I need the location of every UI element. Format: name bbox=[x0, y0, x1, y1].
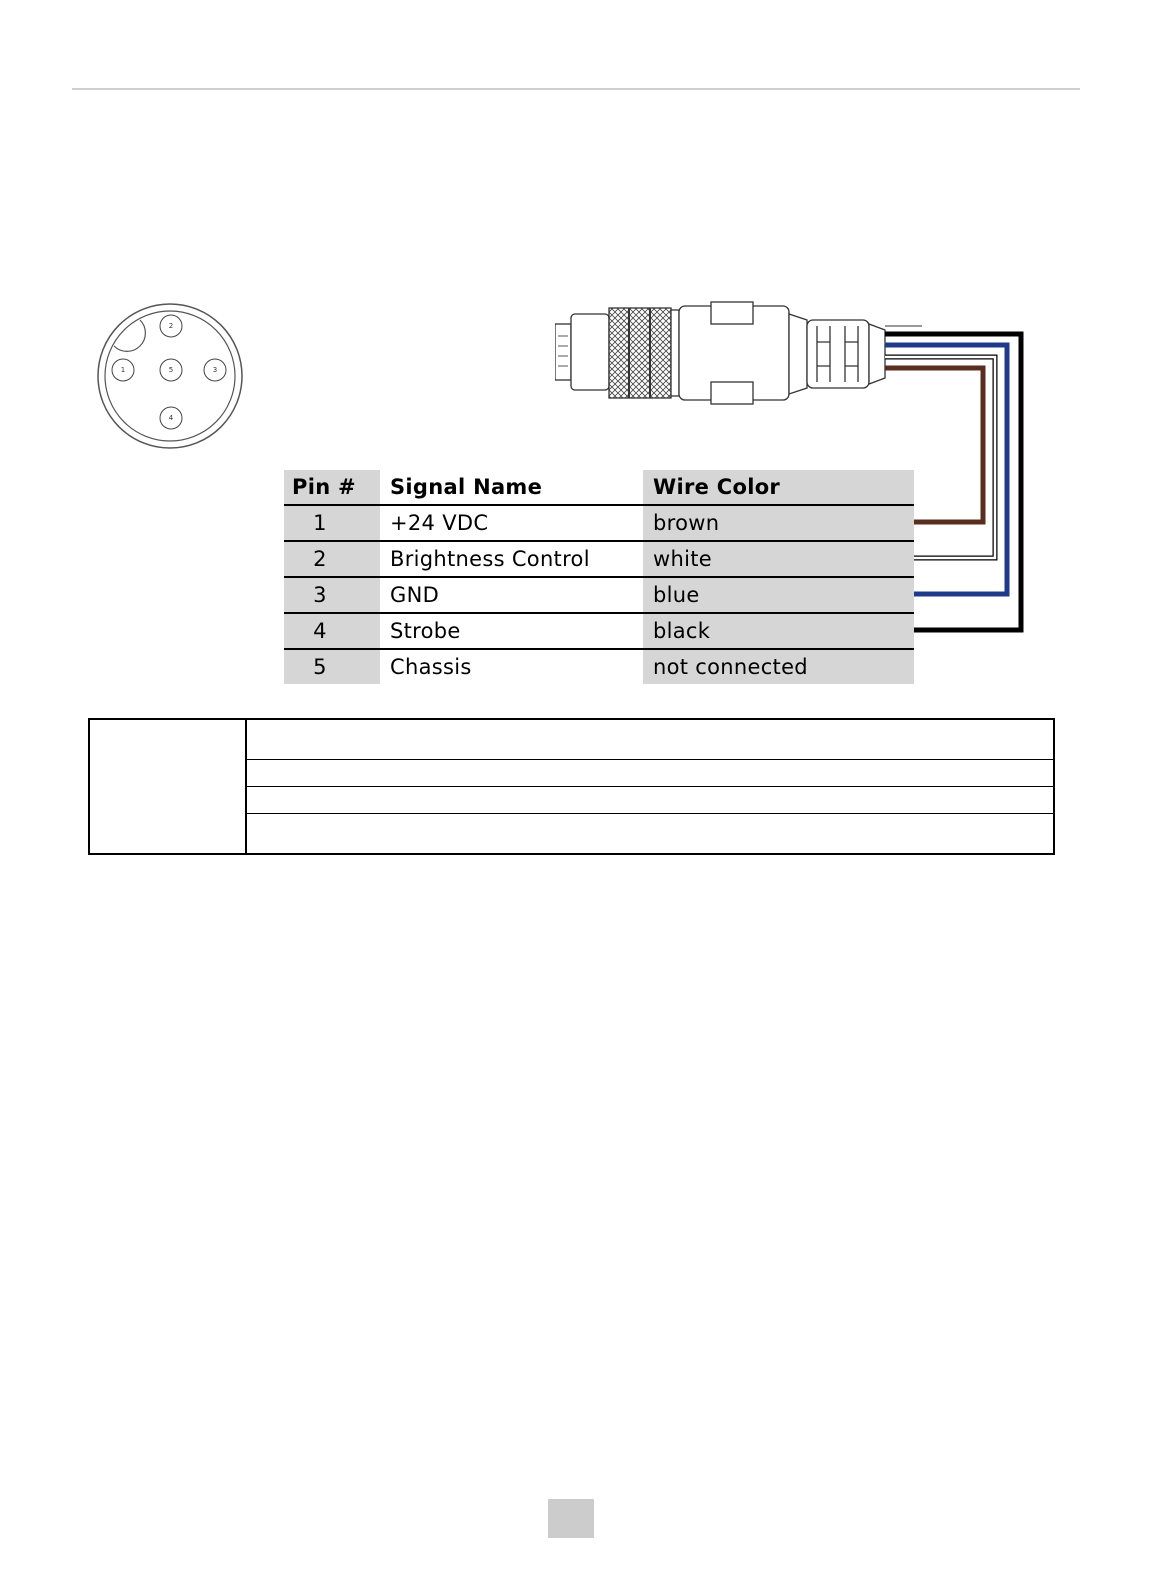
svg-text:2: 2 bbox=[168, 322, 174, 330]
empty-cell bbox=[246, 814, 1054, 855]
cell-signal: +24 VDC bbox=[380, 505, 643, 541]
empty-cell bbox=[246, 760, 1054, 787]
table-row bbox=[284, 505, 914, 541]
table-row bbox=[89, 719, 1054, 760]
table-row bbox=[284, 577, 914, 613]
cell-pin: 2 bbox=[284, 541, 380, 577]
pin-assignment-table bbox=[284, 470, 914, 684]
empty-cell bbox=[246, 719, 1054, 760]
cell-signal: GND bbox=[380, 577, 643, 613]
cell-wire: black bbox=[643, 613, 914, 649]
table-row bbox=[284, 613, 914, 649]
cell-wire: brown bbox=[643, 505, 914, 541]
svg-text:3: 3 bbox=[212, 366, 218, 374]
empty-table bbox=[88, 718, 1055, 855]
connector-body bbox=[555, 302, 885, 404]
svg-text:4: 4 bbox=[168, 414, 174, 422]
cell-pin: 4 bbox=[284, 613, 380, 649]
empty-cell bbox=[89, 719, 246, 854]
pin-1 bbox=[112, 359, 134, 381]
header-pin: Pin # bbox=[284, 470, 380, 505]
svg-text:5: 5 bbox=[168, 366, 174, 374]
table-header-row bbox=[284, 470, 914, 505]
svg-text:1: 1 bbox=[120, 366, 126, 374]
cell-wire: not connected bbox=[643, 649, 914, 684]
cell-pin: 3 bbox=[284, 577, 380, 613]
cell-wire: white bbox=[643, 541, 914, 577]
header-signal-name: Signal Name bbox=[380, 470, 643, 505]
cell-signal: Brightness Control bbox=[380, 541, 643, 577]
cell-wire: blue bbox=[643, 577, 914, 613]
cell-signal: Chassis bbox=[380, 649, 643, 684]
header-rule bbox=[72, 88, 1080, 90]
connector-pinout-diagram bbox=[92, 298, 248, 454]
pin-2 bbox=[160, 315, 182, 337]
table-row bbox=[284, 541, 914, 577]
cell-pin: 1 bbox=[284, 505, 380, 541]
pin-5 bbox=[160, 359, 182, 381]
page-number-box bbox=[548, 1499, 594, 1538]
cell-pin: 5 bbox=[284, 649, 380, 684]
header-wire-color: Wire Color bbox=[643, 470, 914, 505]
table-row bbox=[284, 649, 914, 684]
cell-signal: Strobe bbox=[380, 613, 643, 649]
empty-cell bbox=[246, 787, 1054, 814]
pin-3 bbox=[204, 359, 226, 381]
pin-4 bbox=[160, 407, 182, 429]
